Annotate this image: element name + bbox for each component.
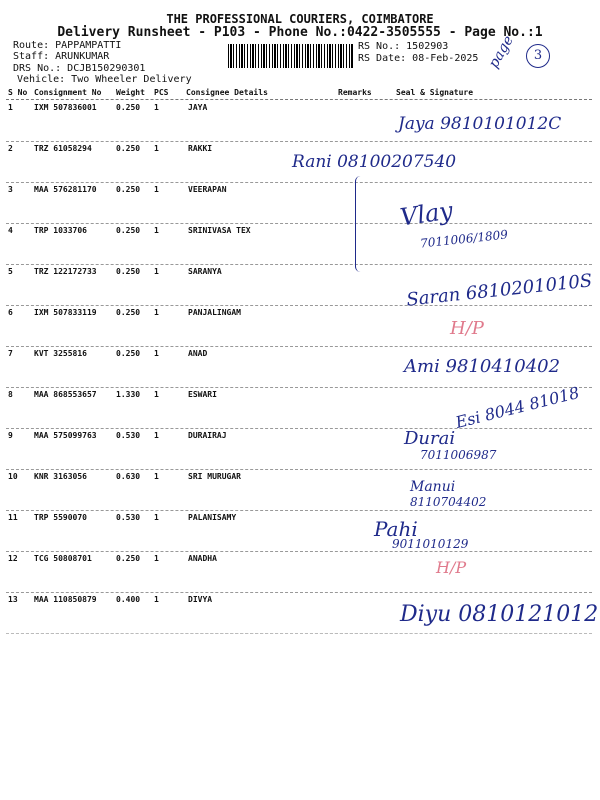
row-divider <box>6 510 592 511</box>
row-divider <box>6 141 592 142</box>
row-weight: 0.530 <box>116 513 141 522</box>
table-row <box>8 513 590 554</box>
row-weight: 0.250 <box>116 349 141 358</box>
drs-number: DRS No.: DCJB150290301 <box>13 63 146 74</box>
col-consignee: Consignee Details <box>186 88 268 97</box>
signature-10-phone: 8110704402 <box>410 495 487 509</box>
row-divider <box>6 428 592 429</box>
row-consignee: PANJALINGAM <box>188 308 241 317</box>
row-consignment: MAA 868553657 <box>34 390 97 399</box>
row-consignee: ANADHA <box>188 554 217 563</box>
row-sno: 7 <box>8 349 13 358</box>
signature-4: Vlay <box>398 196 455 232</box>
remark-6: H/P <box>450 318 484 339</box>
row-consignee: PALANISAMY <box>188 513 237 522</box>
row-divider <box>6 551 592 552</box>
signature-5: Saran 6810201010S <box>405 270 594 311</box>
row-weight: 0.250 <box>116 144 141 153</box>
table-row <box>8 185 590 226</box>
row-weight: 0.630 <box>116 472 141 481</box>
row-consignment: TRP 1033706 <box>34 226 87 235</box>
row-pcs: 1 <box>154 267 159 276</box>
col-sno: S No <box>8 88 28 97</box>
rs-number: RS No.: 1502903 <box>358 41 449 52</box>
row-divider <box>6 346 592 347</box>
signature-11-phone: 9011010129 <box>392 537 469 551</box>
row-consignment: IXM 507833119 <box>34 308 97 317</box>
signature-8: Esi 8044 81018 <box>453 382 582 433</box>
row-pcs: 1 <box>154 308 159 317</box>
runsheet-title: Delivery Runsheet - P103 - Phone No.:0422-3505555 - Page No.:1 <box>57 25 543 40</box>
table-row <box>8 554 590 595</box>
signature-4-phone: 7011006/1809 <box>419 227 509 251</box>
row-consignee: ESWARI <box>188 390 217 399</box>
signature-1: Jaya 9810101012C <box>398 114 562 134</box>
staff: Staff: ARUNKUMAR <box>13 51 110 62</box>
signature-11: Pahi <box>374 517 418 541</box>
row-pcs: 1 <box>154 431 159 440</box>
row-pcs: 1 <box>154 144 159 153</box>
company-name: THE PROFESSIONAL COURIERS, COIMBATORE <box>166 12 434 26</box>
bracket-mark <box>355 176 366 272</box>
row-consignee: SARANYA <box>188 267 222 276</box>
row-consignee: RAKKI <box>188 144 213 153</box>
table-row <box>8 472 590 513</box>
row-weight: 0.250 <box>116 185 141 194</box>
row-consignment: MAA 576281170 <box>34 185 97 194</box>
signature-9: Durai <box>404 428 456 449</box>
signature-10: Manui <box>410 479 456 495</box>
row-weight: 0.250 <box>116 308 141 317</box>
row-sno: 3 <box>8 185 13 194</box>
row-weight: 0.400 <box>116 595 141 604</box>
row-pcs: 1 <box>154 513 159 522</box>
row-divider <box>6 182 592 183</box>
row-consignment: TRP 5590070 <box>34 513 87 522</box>
table-row <box>8 431 590 472</box>
row-divider <box>6 264 592 265</box>
row-pcs: 1 <box>154 595 159 604</box>
remark-12: H/P <box>436 558 467 577</box>
row-sno: 4 <box>8 226 13 235</box>
row-consignment: KNR 3163056 <box>34 472 87 481</box>
row-pcs: 1 <box>154 103 159 112</box>
col-remarks: Remarks <box>338 88 372 97</box>
signature-7: Ami 9810410402 <box>404 356 561 377</box>
row-sno: 8 <box>8 390 13 399</box>
page-circle: 3 <box>526 44 550 68</box>
row-divider <box>6 223 592 224</box>
col-seal: Seal & Signature <box>396 88 474 97</box>
row-consignee: ANAD <box>188 349 208 358</box>
col-pcs: PCS <box>154 88 169 97</box>
vehicle: Vehicle: Two Wheeler Delivery <box>17 74 192 85</box>
table-row <box>8 308 590 349</box>
row-divider <box>6 305 592 306</box>
signature-9-phone: 7011006987 <box>420 448 497 462</box>
row-pcs: 1 <box>154 185 159 194</box>
signature-2: Rani 08100207540 <box>292 152 457 172</box>
rs-date: RS Date: 08-Feb-2025 <box>358 53 479 64</box>
row-weight: 0.250 <box>116 226 141 235</box>
header-divider <box>6 99 592 100</box>
row-sno: 6 <box>8 308 13 317</box>
row-sno: 13 <box>8 595 18 604</box>
row-consignee: VEERAPAN <box>188 185 227 194</box>
row-consignee: DIVYA <box>188 595 213 604</box>
row-consignment: IXM 507836001 <box>34 103 97 112</box>
row-pcs: 1 <box>154 349 159 358</box>
handwritten-page-note: page <box>485 33 517 71</box>
row-consignment: KVT 3255816 <box>34 349 87 358</box>
row-consignee: SRI MURUGAR <box>188 472 241 481</box>
row-consignment: TRZ 122172733 <box>34 267 97 276</box>
row-consignee: JAYA <box>188 103 208 112</box>
barcode <box>228 44 354 68</box>
row-consignment: MAA 110850879 <box>34 595 97 604</box>
route: Route: PAPPAMPATTI <box>13 40 122 51</box>
table-bottom-rule <box>6 633 592 634</box>
row-consignment: MAA 575099763 <box>34 431 97 440</box>
row-divider <box>6 469 592 470</box>
row-sno: 1 <box>8 103 13 112</box>
row-pcs: 1 <box>154 472 159 481</box>
row-weight: 0.250 <box>116 554 141 563</box>
row-consignee: DURAIRAJ <box>188 431 227 440</box>
row-weight: 1.330 <box>116 390 141 399</box>
row-pcs: 1 <box>154 390 159 399</box>
row-pcs: 1 <box>154 226 159 235</box>
row-weight: 0.250 <box>116 267 141 276</box>
row-weight: 0.530 <box>116 431 141 440</box>
row-sno: 11 <box>8 513 18 522</box>
row-consignment: TCG 50808701 <box>34 554 92 563</box>
row-sno: 9 <box>8 431 13 440</box>
row-sno: 12 <box>8 554 18 563</box>
row-pcs: 1 <box>154 554 159 563</box>
row-consignee: SRINIVASA TEX <box>188 226 251 235</box>
row-sno: 2 <box>8 144 13 153</box>
row-sno: 5 <box>8 267 13 276</box>
col-consignment: Consignment No <box>34 88 102 97</box>
row-divider <box>6 387 592 388</box>
col-weight: Weight <box>116 88 145 97</box>
row-sno: 10 <box>8 472 18 481</box>
row-divider <box>6 592 592 593</box>
table-header <box>8 87 590 99</box>
row-weight: 0.250 <box>116 103 141 112</box>
signature-13: Diyu 0810121012 <box>400 602 599 627</box>
row-consignment: TRZ 61058294 <box>34 144 92 153</box>
